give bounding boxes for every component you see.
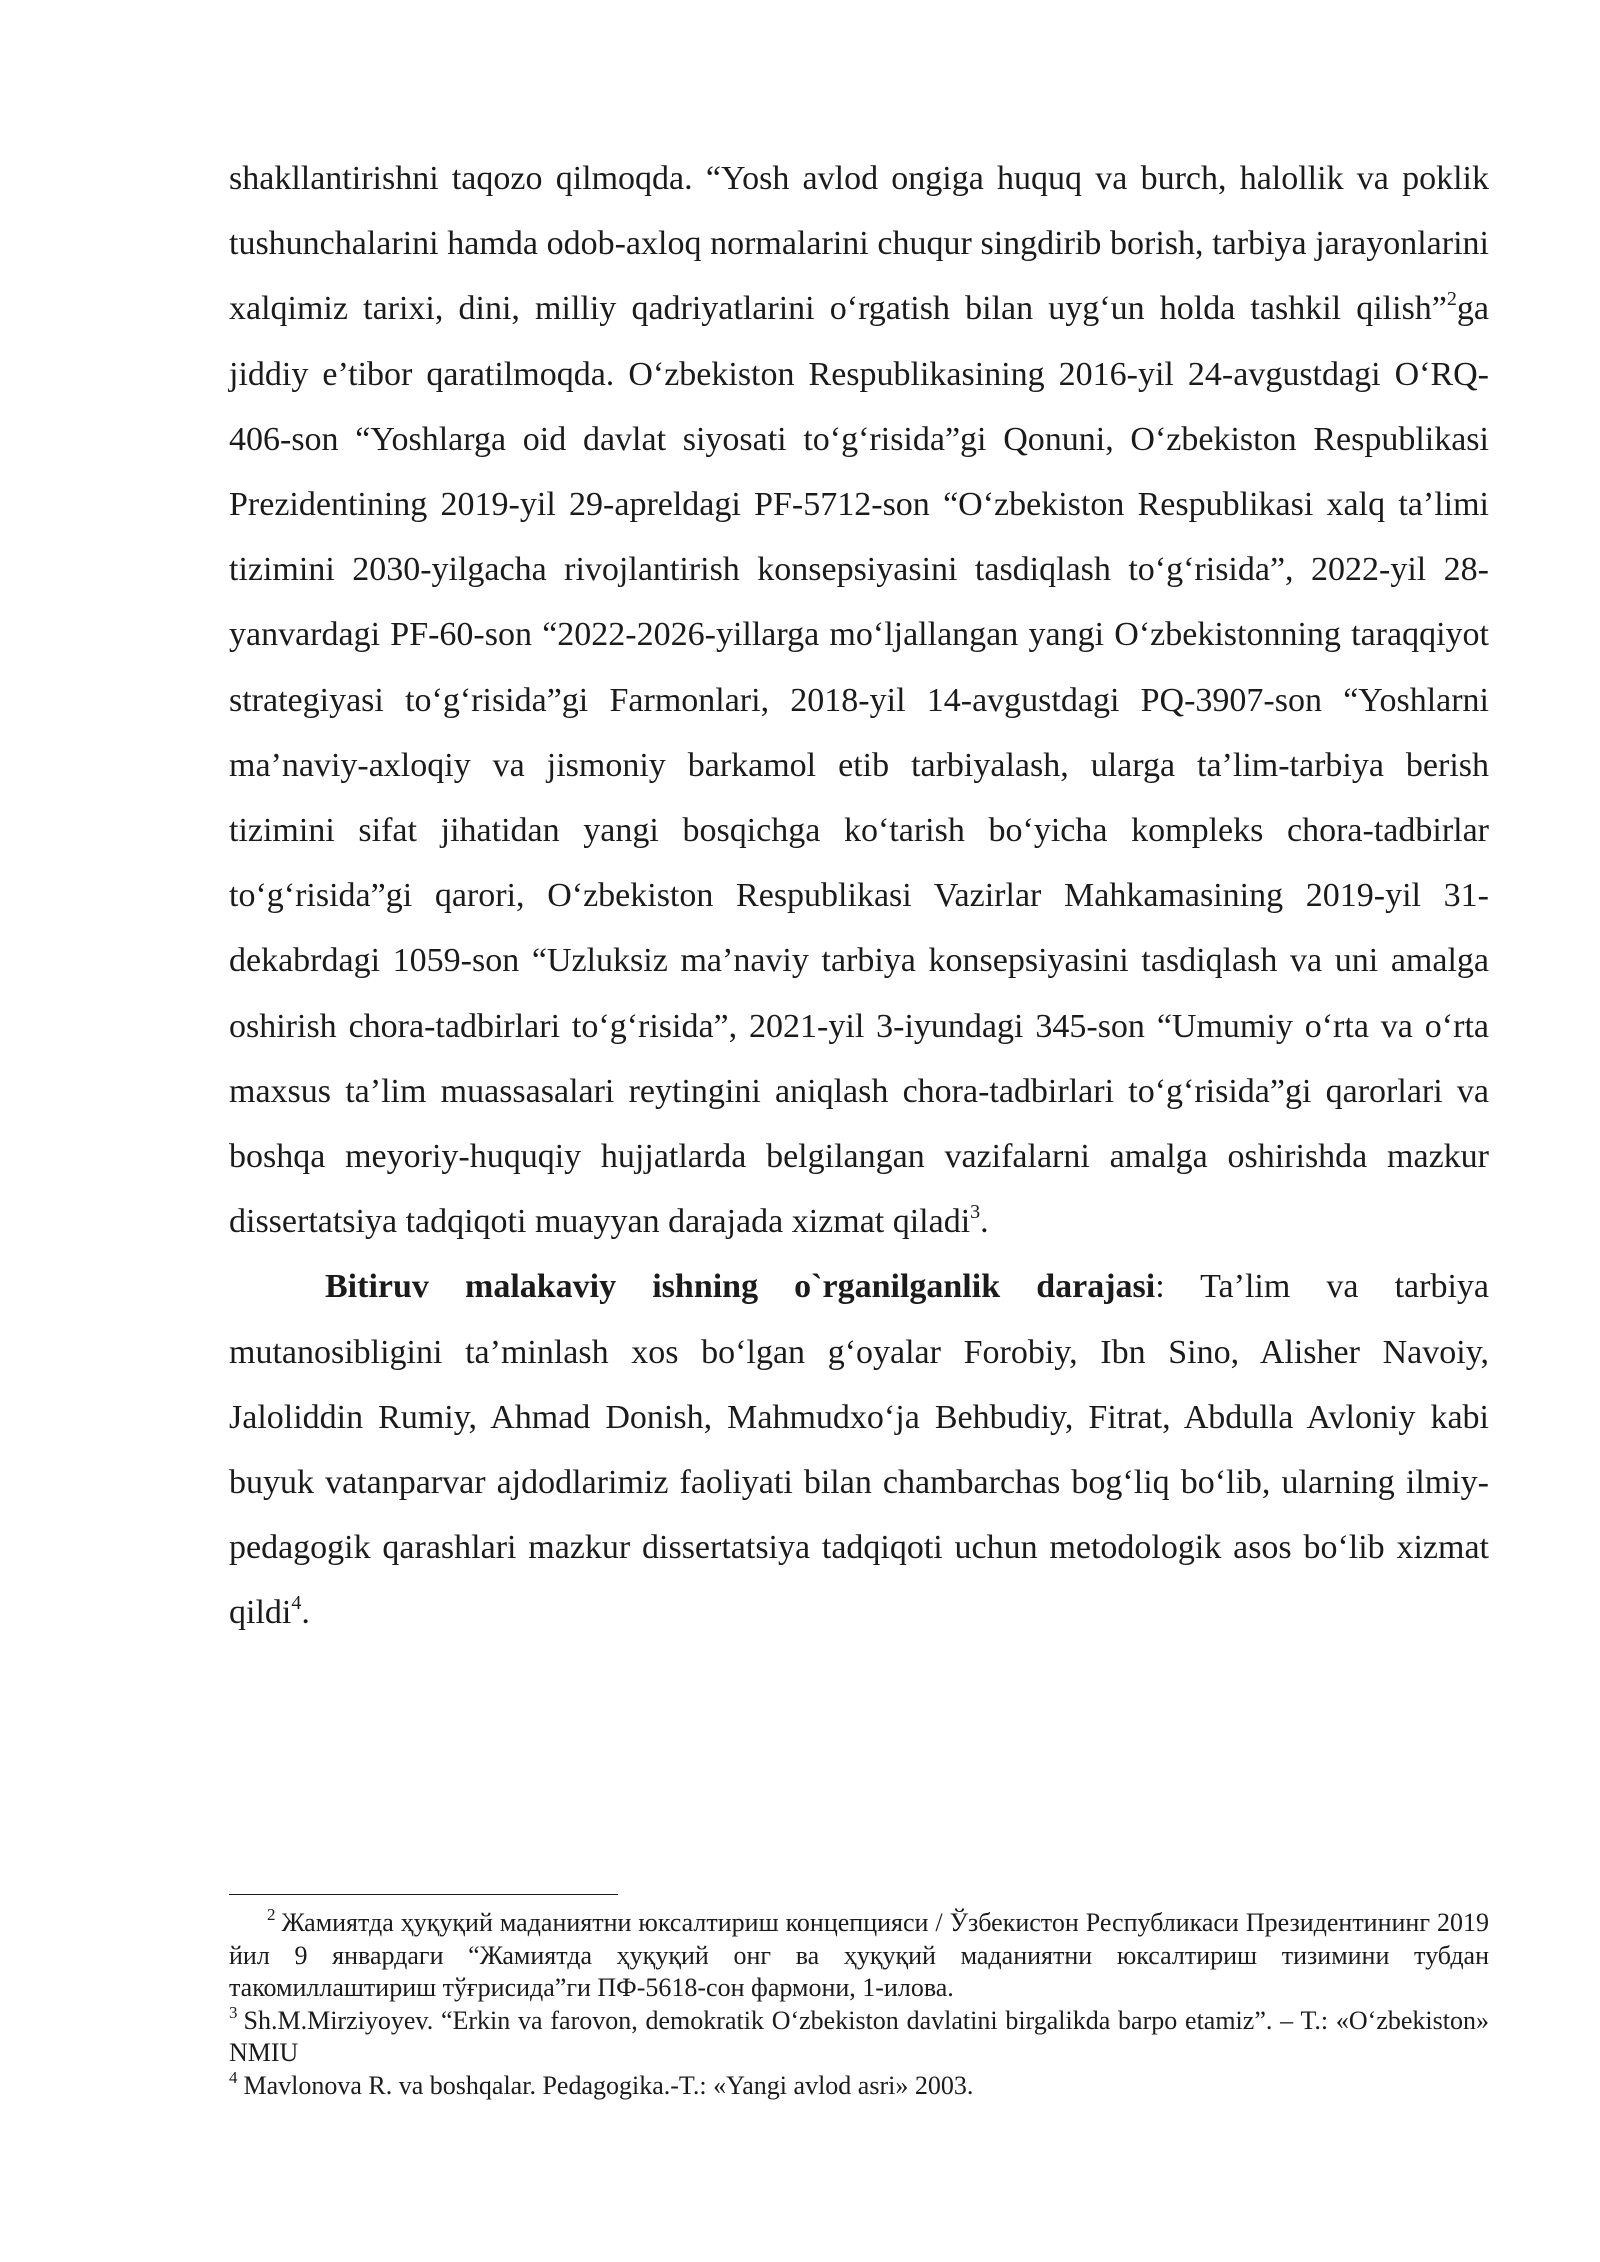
section-heading: Bitiruv malakaviy ishning o`rganilganlik darajasi (325, 1268, 1156, 1306)
footnote-ref-2: 2 (1446, 288, 1457, 311)
footnote-text: Sh.M.Mirziyoyev. “Erkin va farovon, demokratik O‘zbekiston davlatini birgalikda barpo etamiz”. – T.: «O‘zbekiston» NMIU (229, 2005, 1489, 2067)
footnote-4 (229, 2067, 1489, 2103)
footnote-number: 2 (267, 1905, 276, 1924)
footnote-number: 4 (229, 2067, 238, 2087)
paragraph-1-text: shakllantirishni taqozo qilmoqda. “Yosh avlod ongiga huquq va burch, halollik va poklik tushunchalarini hamda odob-axloq normalarini chuqur singdirib borish, tarbiya jarayonlarini xalqimiz tarixi, dini, milliy qadriyatlarini o‘rgatish bilan uyg‘un holda tashkil qilish” (229, 160, 1489, 328)
footnote-ref-3: 3 (970, 1201, 981, 1224)
footnote-text: Жамиятда ҳуқуқий маданиятни юксалтириш концепцияси / Ўзбекистон Республикаси Президентининг 2019 йил 9 январдаги “Жамиятда ҳуқуқий онг ва ҳуқуқий маданиятни юксалтириш тизимини тубдан такомиллаштириш тўғрисида”ги ПФ-5618-сон фармони, 1-илова. (229, 1908, 1489, 2002)
footnote-text: Mavlonova R. va boshqalar. Pedagogika.-T.: «Yangi avlod asri» 2003. (243, 2070, 974, 2100)
paragraph-1-text-cont: ga jiddiy e’tibor qaratilmoqda. O‘zbekiston Respublikasining 2016-yil 24-avgustdagi O‘RQ-406-son “Yoshlarga oid davlat siyosati to‘g‘risida”gi Qonuni, O‘zbekiston Respublikasi Prezidentining 2019-yil 29-apreldagi PF-5712-son “O‘zbekiston Respublikasi xalq ta’limi tizimini 2030-yilgacha rivojlantirish konsepsiyasini tasdiqlash to‘g‘risida”, 2022-yil 28-yanvardagi PF-60-son “2022-2026-yillarga mo‘ljallangan yangi O‘zbekistonning taraqqiyot strategiyasi to‘g‘risida”gi Farmonlari, 2018-yil 14-avgustdagi PQ-3907-son “Yoshlarni ma’naviy-axloqiy va jismoniy barkamol etib tarbiyalash, ularga ta’lim-tarbiya berish tizimini sifat jihatidan yangi bosqichga ko‘tarish bo‘yicha kompleks chora-tadbirlar to‘g‘risida”gi qarori, O‘zbekiston Respublikasi Vazirlar Mahkamasining 2019-yil 31-dekabrdagi 1059-son “Uzluksiz ma’naviy tarbiya konsepsiyasini tasdiqlash va uni amalga oshirish chora-tadbirlari to‘g‘risida”, 2021-yil 3-iyundagi 345-son “Umumiy o‘rta va o‘rta maxsus ta’lim muassasalari reytingini aniqlash chora-tadbirlari to‘g‘risida”gi qarorlari va boshqa meyoriy-huquqiy hujjatlarda belgilangan vazifalarni amalga oshirishda mazkur dissertatsiya tadqiqoti muayyan darajada xizmat qiladi (229, 290, 1489, 1241)
paragraph-2-text: : Ta’lim va tarbiya mutanosibligini ta’minlash xos bo‘lgan g‘oyalar Forobiy, Ibn Sino, Alisher Navoiy, Jaloliddin Rumiy, Ahmad Donish, Mahmudxo‘ja Behbudiy, Fitrat, Abdulla Avloniy kabi buyuk vatanparvar ajdodlarimiz faoliyati bilan chambarchas bog‘liq bo‘lib, ularning ilmiy-pedagogik qarashlari mazkur dissertatsiya tadqiqoti uchun metodologik asos bo‘lib xizmat qildi (229, 1268, 1489, 1632)
paragraph-1 (229, 146, 1489, 1254)
footnote-2 (229, 1907, 1489, 2005)
paragraph-1-end: . (980, 1203, 989, 1241)
footnote-separator (229, 1894, 618, 1895)
paragraph-2-end: . (301, 1594, 310, 1632)
footnote-3 (229, 2002, 1489, 2070)
footnote-number: 3 (229, 2002, 238, 2022)
body-text (229, 146, 1489, 1646)
paragraph-2 (229, 1254, 1489, 1645)
footnotes (229, 1907, 1489, 2102)
footnote-ref-4: 4 (291, 1592, 302, 1615)
